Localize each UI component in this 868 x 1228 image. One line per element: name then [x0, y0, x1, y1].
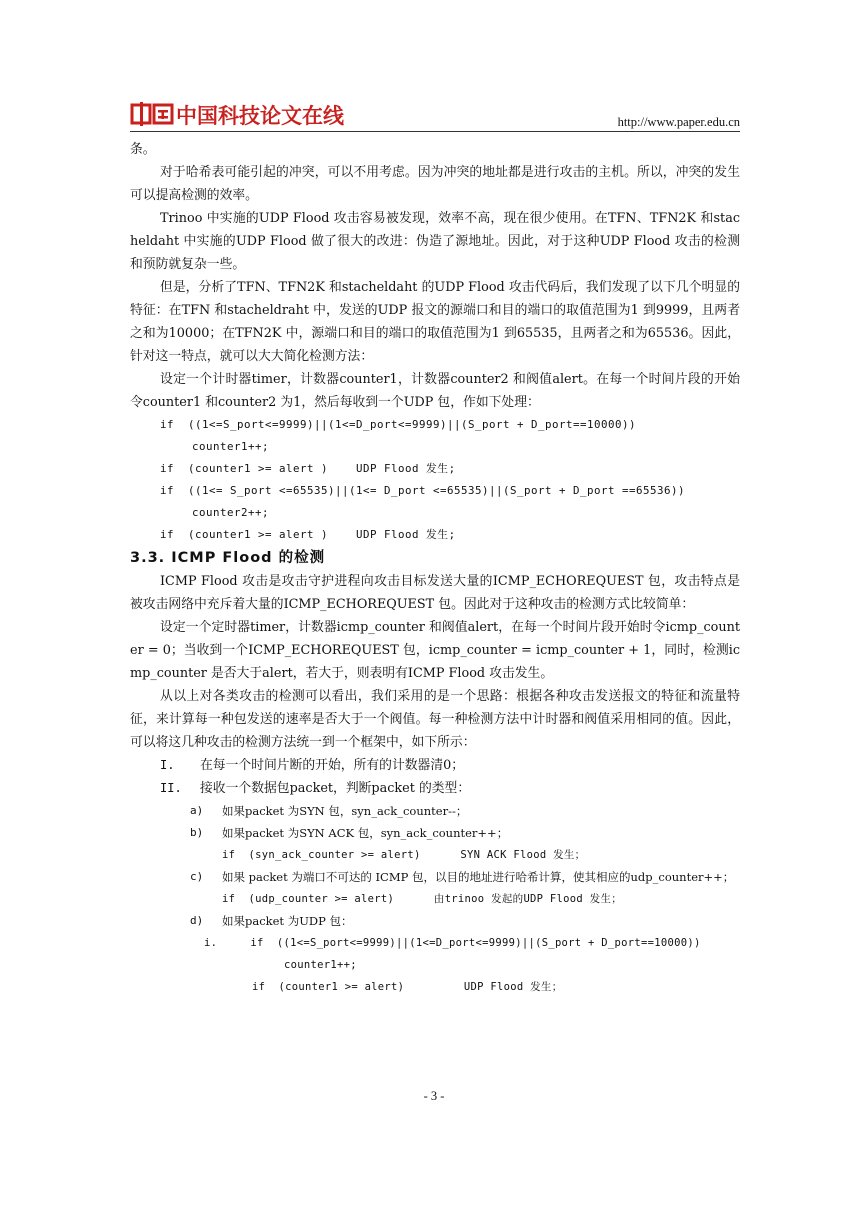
code-line: if (counter1 >= alert ) UDP Flood 发生; — [160, 462, 456, 475]
section-heading: 3.3. ICMP Flood 的检测 — [130, 550, 326, 566]
code-line: if (syn_ack_counter >= alert) SYN ACK Flood 发生； — [222, 849, 586, 861]
sub-list-item — [130, 910, 740, 932]
code-line: if (counter1 >= alert ) UDP Flood 发生; — [160, 528, 456, 541]
paragraph: 从以上对各类攻击的检测可以看出，我们采用的是一个思路：根据各种攻击发送报文的特征和流量特征，来计算每一种包发送的速率是否大于一个阀值。每一种检测方法中计时器和阀值采用相同的值。因此，可以将这几种攻击的检测方法统一到一个框架中，如下所示： — [130, 689, 740, 750]
sub-list-item — [130, 800, 740, 822]
page-body — [130, 138, 740, 998]
code-line: counter1++; — [192, 440, 270, 453]
code-line: if ((1<=S_port<=9999)||(1<=D_port<=9999)||(S_port + D_port==10000)) — [160, 418, 637, 431]
page-number: - 3 - — [423, 1089, 445, 1103]
paragraph: 但是，分析了TFN、TFN2K 和stacheldaht 的UDP Flood 攻击代码后，我们发现了以下几个明显的特征：在TFN 和stacheldraht 中，发送的UDP 报文的源端口和目的端口的取值范围为1 到9999，且两者之和为10000；在TFN2K 中，源端口和目的端口的取值范围为1 到65535，且两者之和为65536。因此，针对这一特点，就可以大大简化检测方法： — [130, 280, 740, 364]
site-url[interactable]: http://www.paper.edu.cn — [617, 115, 740, 129]
header-divider — [130, 131, 740, 132]
list-item — [130, 777, 740, 800]
list-item — [130, 754, 740, 777]
code-line: if (udp_counter >= alert) 由trinoo 发起的UDP Flood 发生； — [222, 893, 623, 905]
page-header — [130, 100, 740, 134]
code-line: counter2++; — [192, 506, 270, 519]
list-marker: a) — [190, 804, 204, 817]
list-marker: I. — [160, 758, 175, 772]
code-line: if (counter1 >= alert) UDP Flood 发生； — [252, 981, 563, 993]
list-item-text: 接收一个数据包packet，判断packet 的类型： — [200, 781, 471, 796]
code-line: i. if ((1<=S_port<=9999)||(1<=D_port<=9999)||(S_port + D_port==10000)) — [204, 937, 701, 949]
paragraph: 设定一个定时器timer，计数器icmp_counter 和阀值alert，在每一个时间片段开始时令icmp_counter = 0；当收到一个ICMP_ECHOREQUEST 包，icmp_counter = icmp_counter + 1，同时，检测icmp_counter 是否大于alert，若大于，则表明有ICMP Flood 攻击发生。 — [130, 620, 740, 681]
logo-icon — [130, 102, 174, 126]
list-item-text: 如果 packet 为端口不可达的 ICMP 包，以目的地址进行哈希计算，使其相应的udp_counter++； — [222, 870, 735, 884]
paragraph: Trinoo 中实施的UDP Flood 攻击容易被发现，效率不高，现在很少使用。在TFN、TFN2K 和stacheldaht 中实施的UDP Flood 做了很大的改进：伪造了源地址。因此，对于这种UDP Flood 攻击的检测和预防就复杂一些。 — [130, 211, 740, 272]
code-line: if ((1<= S_port <=65535)||(1<= D_port <=65535)||(S_port + D_port ==65536)) — [160, 484, 686, 497]
paragraph: 条。 — [130, 142, 156, 157]
list-item-text: 如果packet 为UDP 包： — [222, 914, 353, 928]
sub-list-item — [130, 866, 740, 888]
paragraph: ICMP Flood 攻击是攻击守护进程向攻击目标发送大量的ICMP_ECHOREQUEST 包，攻击特点是被攻击网络中充斥着大量的ICMP_ECHOREQUEST 包。因此对于这种攻击的检测方式比较简单： — [130, 574, 740, 612]
paragraph: 对于哈希表可能引起的冲突，可以不用考虑。因为冲突的地址都是进行攻击的主机。所以，冲突的发生可以提高检测的效率。 — [130, 165, 740, 203]
list-item-text: 在每一个时间片断的开始，所有的计数器清0； — [200, 758, 465, 773]
list-item-text: 如果packet 为SYN ACK 包，syn_ack_counter++； — [222, 826, 509, 840]
logo-text: 中国科技论文在线 — [176, 104, 344, 128]
code-line: counter1++; — [284, 959, 357, 971]
list-marker: b) — [190, 826, 204, 839]
list-marker: II. — [160, 781, 182, 795]
sub-list-item — [130, 822, 740, 844]
list-item-text: 如果packet 为SYN 包，syn_ack_counter--； — [222, 804, 468, 818]
paragraph: 设定一个计时器timer，计数器counter1，计数器counter2 和阀值alert。在每一个时间片段的开始令counter1 和counter2 为1，然后每收到一个UDP 包，作如下处理： — [130, 372, 740, 410]
list-marker: c) — [190, 870, 204, 883]
list-marker: d) — [190, 914, 204, 927]
